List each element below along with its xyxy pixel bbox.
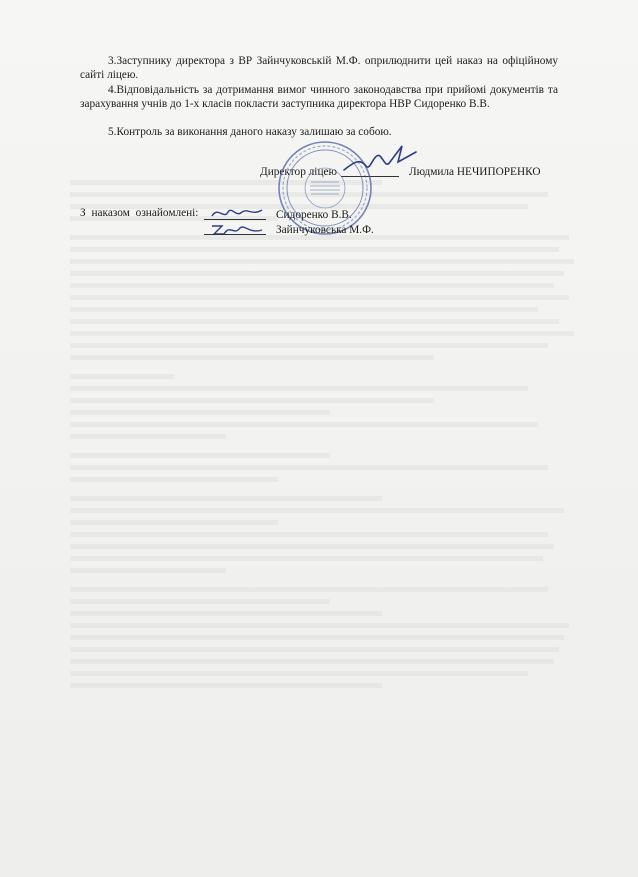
acknowledgement-label: З наказом ознайомлені: (80, 207, 199, 219)
ack-person-1 (204, 209, 352, 221)
order-item-4: 4.Відповідальність за дотримання вимог чинного законодавства при прийомі документів та зарахування учнів до 1-х класів покласти заступника директора НВР Сидоренко В.В. (80, 84, 558, 110)
director-name: Людмила НЕЧИПОРЕНКО (408, 166, 541, 178)
signature-underline (204, 219, 266, 220)
order-item-3: 3.Заступнику директора з ВР Зайнчуковській М.Ф. оприлюднити цей наказ на офіційному сайті ліцею. (80, 55, 558, 81)
signature-underline (204, 234, 266, 235)
director-handwritten-signature (340, 140, 420, 180)
order-item-5: 5.Контроль за виконання даного наказу залишаю за собою. (108, 126, 392, 138)
ack-person-2 (204, 224, 374, 236)
director-title: Директор ліцею (260, 166, 337, 178)
person-2-name: Зайнчуковська М.Ф. (276, 224, 374, 236)
person-1-name: Сидоренко В.В. (276, 209, 352, 221)
bleed-through-text (70, 180, 590, 695)
